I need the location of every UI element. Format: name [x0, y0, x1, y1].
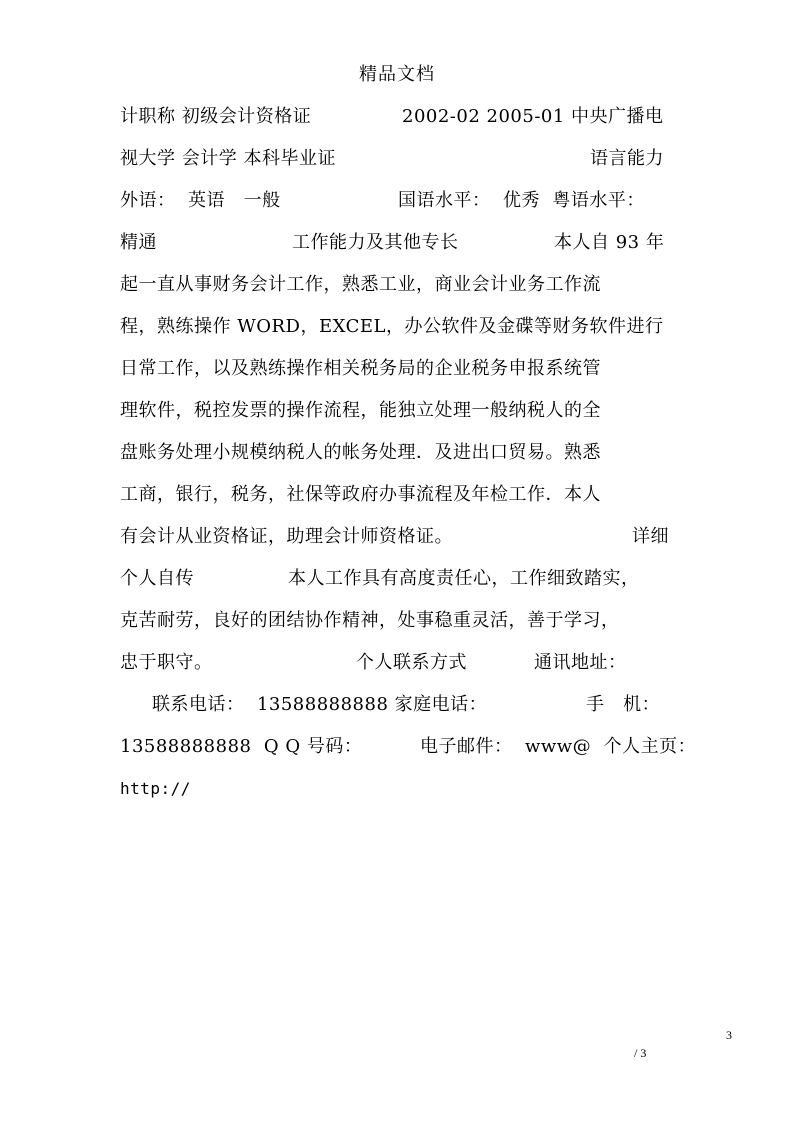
text-segment: 外语： 英语 一般	[120, 190, 281, 211]
text-segment: 起一直从事财务会计工作，熟悉工业，商业会计业务工作流	[120, 274, 601, 295]
text-segment: 通讯地址：	[534, 652, 627, 673]
text-segment: 盘账务处理小规模纳税人的帐务处理．及进出口贸易。熟悉	[120, 442, 601, 463]
text-segment: 计职称 初级会计资格证	[120, 106, 312, 127]
text-segment: http://	[120, 779, 191, 798]
text-line	[120, 685, 680, 725]
text-segment: 国语水平： 优秀 粤语水平：	[398, 190, 645, 211]
text-line	[120, 181, 680, 221]
page-number: 3	[726, 1028, 732, 1042]
page-total: / 3	[634, 1046, 647, 1060]
text-segment: 本人工作具有高度责任心，工作细致踏实，	[288, 568, 640, 589]
text-segment: 联系电话： 13588888888 家庭电话：	[152, 694, 488, 715]
text-line	[120, 391, 680, 431]
text-segment: 手 机：	[586, 694, 661, 715]
text-segment: 2002-02 2005-01 中央广播电	[402, 106, 664, 127]
text-segment: 有会计从业资格证，助理会计师资格证。	[120, 526, 453, 547]
text-line	[120, 769, 680, 809]
text-line	[120, 97, 680, 137]
text-line	[120, 601, 680, 641]
text-line	[120, 265, 680, 305]
text-segment: 个人自传	[120, 568, 194, 589]
text-line	[120, 139, 680, 179]
text-segment: 本人自 93 年	[554, 232, 665, 253]
text-line	[120, 559, 680, 599]
text-segment: 克苦耐劳，良好的团结协作精神，处事稳重灵活，善于学习，	[120, 610, 620, 631]
text-segment: 忠于职守。	[120, 652, 213, 673]
text-segment: 13588888888 Q Q 号码：	[120, 736, 363, 757]
text-segment: 视大学 会计学 本科毕业证	[120, 148, 336, 169]
text-segment: 电子邮件： www@ 个人主页：	[420, 736, 697, 757]
text-segment: 个人联系方式	[356, 652, 467, 673]
text-segment: 工作能力及其他专长	[292, 232, 459, 253]
text-segment: 精通	[120, 232, 157, 253]
text-line	[120, 349, 680, 389]
text-segment: 详细	[632, 526, 669, 547]
page-header-title: 精品文档	[359, 64, 435, 85]
text-segment: 工商，银行，税务，社保等政府办事流程及年检工作．本人	[120, 484, 601, 505]
text-line	[120, 433, 680, 473]
text-line	[120, 475, 680, 515]
text-line	[120, 223, 680, 263]
text-segment: 日常工作，以及熟练操作相关税务局的企业税务申报系统管	[120, 358, 601, 379]
text-line	[120, 517, 680, 557]
text-line	[120, 727, 697, 767]
text-line	[120, 307, 680, 347]
text-line	[120, 643, 680, 683]
text-segment: 语言能力	[590, 148, 664, 169]
text-segment: 理软件，税控发票的操作流程，能独立处理一般纳税人的全	[120, 400, 601, 421]
text-segment: 程，熟练操作 WORD，EXCEL，办公软件及金碟等财务软件进行	[120, 316, 664, 337]
